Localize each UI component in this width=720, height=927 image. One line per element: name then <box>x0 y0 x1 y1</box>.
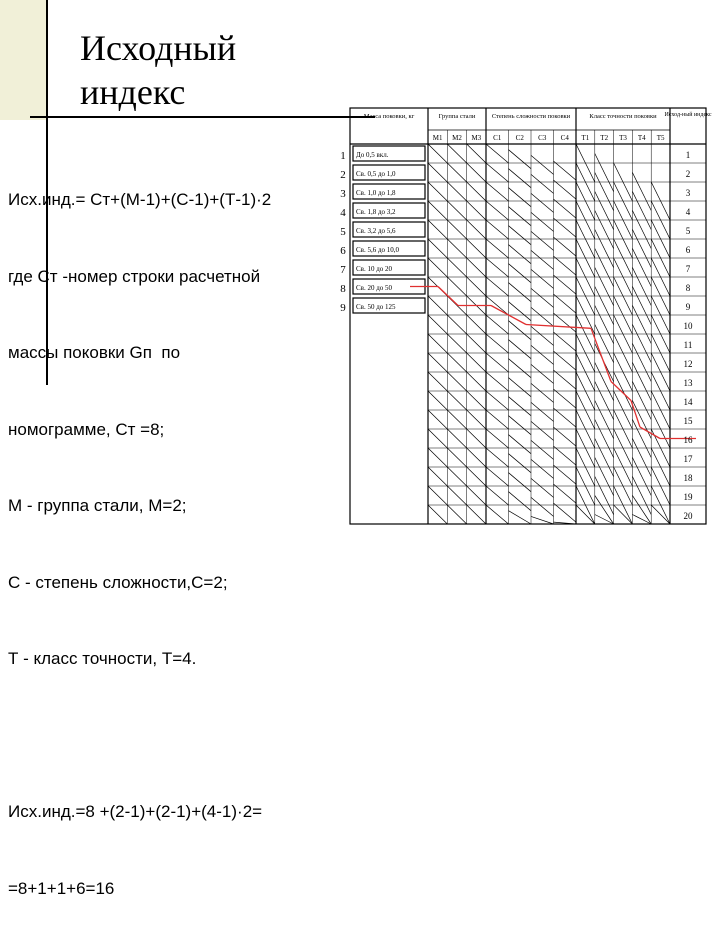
diagonal-line <box>486 467 509 486</box>
diagonal-line <box>509 302 532 321</box>
index-value: 3 <box>685 188 691 198</box>
body-line: где Ст -номер строки расчетной <box>8 266 261 286</box>
body-line: Исх.инд.= Ст+(М-1)+(С-1)+(Т-1)·2 <box>8 190 272 209</box>
diagonal-line <box>632 496 651 525</box>
diagonal-line <box>531 174 554 193</box>
diagonal-line <box>632 439 651 477</box>
diagonal-line <box>554 370 577 389</box>
decorative-side-bar <box>0 0 48 120</box>
body-line: Исх.инд.=8 +(2-1)+(2-1)+(4-1)·2= <box>8 802 263 821</box>
diagonal-line <box>428 258 447 277</box>
diagonal-line <box>531 307 554 326</box>
mass-range-label: Св. 10 до 20 <box>356 265 393 273</box>
subheader-label: Т5 <box>656 134 665 142</box>
subheader-label: М2 <box>452 134 462 142</box>
slide-title <box>80 26 236 114</box>
diagonal-line <box>531 288 554 307</box>
diagonal-line <box>595 192 614 230</box>
diagonal-line <box>595 477 614 515</box>
diagonal-line <box>447 163 466 182</box>
diagonal-line <box>554 275 577 294</box>
row-number: 6 <box>340 245 346 257</box>
diagonal-line <box>447 353 466 372</box>
diagonal-line <box>428 429 447 448</box>
diagonal-line <box>447 372 466 391</box>
diagonal-line <box>428 353 447 372</box>
diagonal-line <box>531 402 554 421</box>
diagonal-line <box>632 344 651 382</box>
diagonal-line <box>447 315 466 334</box>
diagonal-line <box>428 448 447 467</box>
diagonal-line <box>531 497 554 516</box>
diagonal-line <box>467 410 486 429</box>
diagonal-line <box>467 277 486 296</box>
diagonal-line <box>428 182 447 201</box>
diagonal-line <box>509 264 532 283</box>
diagonal-line <box>595 458 614 496</box>
diagonal-line <box>486 353 509 372</box>
diagonal-line <box>632 325 651 363</box>
diagonal-line <box>447 448 466 467</box>
index-value: 4 <box>685 207 691 217</box>
diagonal-line <box>428 163 447 182</box>
diagonal-line <box>531 459 554 478</box>
subheader-label: М3 <box>471 134 482 142</box>
diagonal-line <box>632 173 651 211</box>
row-number: 1 <box>340 150 346 162</box>
mass-range-label: Св. 50 до 125 <box>356 303 396 311</box>
diagonal-line <box>509 492 532 511</box>
diagonal-line <box>554 332 577 351</box>
diagonal-line <box>554 180 577 199</box>
diagonal-line <box>554 199 577 218</box>
diagonal-line <box>595 268 614 306</box>
diagonal-line <box>509 397 532 416</box>
diagonal-line <box>531 193 554 212</box>
diagonal-line <box>467 486 486 505</box>
diagonal-line <box>595 496 614 525</box>
index-value: 7 <box>685 264 691 274</box>
diagonal-line <box>447 429 466 448</box>
index-value: 9 <box>685 302 691 312</box>
diagonal-line <box>447 486 466 505</box>
diagonal-line <box>509 321 532 340</box>
index-value: 13 <box>683 378 693 388</box>
diagonal-line <box>509 435 532 454</box>
diagonal-line <box>554 313 577 332</box>
index-value: 18 <box>683 473 693 483</box>
diagonal-line <box>447 144 466 163</box>
diagonal-line <box>486 448 509 467</box>
diagonal-line <box>531 440 554 459</box>
diagonal-line <box>554 427 577 446</box>
diagonal-line <box>554 237 577 256</box>
nomogram-labels <box>340 111 712 521</box>
diagonal-line <box>447 391 466 410</box>
index-value: 11 <box>683 340 693 350</box>
diagonal-line <box>486 220 509 239</box>
subheader-label: С3 <box>538 134 547 142</box>
diagonal-line <box>595 287 614 325</box>
diagonal-line <box>554 446 577 465</box>
header-complexity: Степень сложности поковки <box>491 113 571 120</box>
diagonal-line <box>447 201 466 220</box>
diagonal-line <box>531 155 554 174</box>
body-line: М - группа стали, М=2; <box>8 496 187 515</box>
diagonal-line <box>447 334 466 353</box>
index-value: 17 <box>683 454 693 464</box>
diagonal-line <box>467 163 486 182</box>
diagonal-line <box>467 334 486 353</box>
diagonal-line <box>428 505 447 524</box>
diagonal-line <box>428 220 447 239</box>
diagonal-line <box>509 188 532 207</box>
diagonal-line <box>509 416 532 435</box>
diagonal-line <box>531 269 554 288</box>
diagonal-line <box>428 410 447 429</box>
diagonal-line <box>467 353 486 372</box>
diagonal-line <box>447 410 466 429</box>
diagonal-line <box>509 226 532 245</box>
diagonal-line <box>428 486 447 505</box>
slide-body <box>8 136 271 927</box>
diagonal-line <box>467 372 486 391</box>
diagonal-line <box>595 211 614 249</box>
row-number: 2 <box>340 169 346 181</box>
diagonal-line <box>595 420 614 458</box>
diagonal-line <box>554 408 577 427</box>
diagonal-line <box>554 294 577 313</box>
diagonal-line <box>428 315 447 334</box>
diagonal-line <box>632 477 651 515</box>
diagonal-line <box>486 505 509 524</box>
row-number: 8 <box>340 283 346 295</box>
diagonal-line <box>632 268 651 306</box>
diagonal-line <box>486 372 509 391</box>
mass-range-label: Св. 3,2 до 5,6 <box>356 227 396 235</box>
header-accuracy: Класс точности поковки <box>589 113 657 120</box>
diagonal-line <box>467 220 486 239</box>
diagonal-line <box>467 467 486 486</box>
diagonal-line <box>595 173 614 211</box>
diagonal-line <box>554 503 577 522</box>
subheader-label: Т1 <box>581 134 590 142</box>
diagonal-line <box>467 182 486 201</box>
index-value: 1 <box>685 150 691 160</box>
diagonal-line <box>632 287 651 325</box>
index-value: 12 <box>683 359 693 369</box>
diagonal-line <box>554 484 577 503</box>
body-line: номограмме, Ст =8; <box>8 419 165 439</box>
index-value: 10 <box>683 321 693 331</box>
mass-range-label: Св. 1,0 до 1,8 <box>356 189 396 197</box>
diagonal-line <box>467 429 486 448</box>
diagonal-line <box>632 458 651 496</box>
diagonal-line <box>576 505 595 524</box>
diagonal-line <box>595 439 614 477</box>
diagonal-line <box>632 192 651 230</box>
diagonal-line <box>554 465 577 484</box>
diagonal-line <box>632 306 651 344</box>
index-value: 15 <box>683 416 693 426</box>
nomogram-grid <box>350 108 706 524</box>
diagonal-line <box>486 201 509 220</box>
diagonal-line <box>554 161 577 180</box>
diagonal-line <box>428 391 447 410</box>
diagonal-line <box>447 220 466 239</box>
index-value: 8 <box>685 283 691 293</box>
diagonal-line <box>428 144 447 163</box>
diagonal-line <box>509 454 532 473</box>
diagonal-line <box>486 239 509 258</box>
diagonal-line <box>428 467 447 486</box>
mass-range-label: До 0,5 вкл. <box>356 151 389 159</box>
diagonal-line <box>509 283 532 302</box>
index-value: 5 <box>685 226 691 236</box>
body-line <box>8 723 271 749</box>
diagonal-line <box>531 364 554 383</box>
diagonal-line <box>509 207 532 226</box>
subheader-label: Т4 <box>637 134 646 142</box>
body-line: Т - класс точности, Т=4. <box>8 649 197 668</box>
diagonal-line <box>632 420 651 458</box>
diagonal-line <box>467 315 486 334</box>
body-line: массы поковки Gп по <box>8 343 181 362</box>
diagonal-line <box>554 256 577 275</box>
diagonal-line <box>428 239 447 258</box>
diagonal-line <box>531 421 554 440</box>
diagonal-line <box>509 150 532 169</box>
subheader-label: Т2 <box>600 134 609 142</box>
diagonal-line <box>486 144 509 163</box>
diagonal-line <box>632 211 651 249</box>
diagonal-line <box>486 410 509 429</box>
mass-range-label: Св. 20 до 50 <box>356 284 393 292</box>
diagonal-line <box>447 505 466 524</box>
header-mass: Масса поковки, кг <box>363 113 415 120</box>
mass-range-label: Св. 0,5 до 1,0 <box>356 170 396 178</box>
diagonal-line <box>554 389 577 408</box>
diagonal-line <box>509 169 532 188</box>
index-value: 20 <box>683 511 693 521</box>
diagonal-line <box>486 258 509 277</box>
index-value: 2 <box>685 169 691 179</box>
body-line: =8+1+1+6=16 <box>8 878 115 898</box>
diagonal-line <box>447 182 466 201</box>
subheader-label: М1 <box>432 134 443 142</box>
header-index: Исход-ный индекс <box>664 112 712 118</box>
diagonal-line <box>509 245 532 264</box>
diagonal-line <box>428 201 447 220</box>
diagonal-line <box>486 315 509 334</box>
diagonal-line <box>486 163 509 182</box>
diagonal-line <box>428 334 447 353</box>
index-value: 14 <box>683 397 693 407</box>
diagonal-line <box>486 391 509 410</box>
diagonal-line <box>509 359 532 378</box>
diagonal-line <box>486 277 509 296</box>
header-steel-group: Группа стали <box>438 113 476 120</box>
mass-range-label: Св. 5,6 до 10,0 <box>356 246 400 254</box>
diagonal-line <box>509 340 532 359</box>
nomogram-figure <box>336 100 720 540</box>
diagonal-line <box>595 306 614 344</box>
diagonal-line <box>467 144 486 163</box>
diagonal-line <box>531 231 554 250</box>
diagonal-line <box>447 277 466 296</box>
title-line-1: Исходный <box>80 28 237 68</box>
diagonal-line <box>595 249 614 287</box>
subheader-label: С1 <box>493 134 502 142</box>
diagonal-line <box>531 516 554 524</box>
index-value: 6 <box>685 245 691 255</box>
diagonal-line <box>651 505 670 524</box>
diagonal-line <box>486 182 509 201</box>
diagonal-line <box>595 382 614 420</box>
diagonal-line <box>531 383 554 402</box>
subheader-label: Т3 <box>619 134 627 142</box>
diagonal-line <box>486 429 509 448</box>
diagonal-line <box>531 250 554 269</box>
diagonal-line <box>467 239 486 258</box>
diagonal-line <box>467 448 486 467</box>
title-line-2: индекс <box>80 72 186 112</box>
diagonal-line <box>509 511 532 524</box>
diagonal-line <box>531 326 554 345</box>
diagonal-line <box>595 325 614 363</box>
nomogram-frame <box>350 108 706 524</box>
diagonal-line <box>531 345 554 364</box>
diagonal-line <box>509 473 532 492</box>
body-line: С - степень сложности,С=2; <box>8 572 228 592</box>
diagonal-line <box>467 505 486 524</box>
diagonal-line <box>467 258 486 277</box>
diagonal-line <box>632 230 651 268</box>
diagonal-line <box>428 372 447 391</box>
diagonal-line <box>447 467 466 486</box>
diagonal-line <box>554 218 577 237</box>
diagonal-line <box>486 486 509 505</box>
diagonal-line <box>595 154 614 192</box>
diagonal-line <box>447 239 466 258</box>
index-value: 19 <box>683 492 693 502</box>
diagonal-line <box>554 351 577 370</box>
title-underline <box>30 116 375 118</box>
diagonal-line <box>467 201 486 220</box>
diagonal-line <box>509 378 532 397</box>
row-number: 9 <box>340 302 346 314</box>
subheader-label: С2 <box>515 134 524 142</box>
subheader-label: С4 <box>560 134 569 142</box>
diagonal-line <box>531 478 554 497</box>
diagonal-line <box>595 401 614 439</box>
diagonal-line <box>447 258 466 277</box>
row-number: 3 <box>340 188 346 200</box>
row-number: 4 <box>340 207 346 219</box>
row-number: 5 <box>340 226 346 238</box>
row-number: 7 <box>340 264 346 276</box>
diagonal-line <box>632 363 651 401</box>
diagonal-line <box>428 296 447 315</box>
index-value: 16 <box>683 435 693 445</box>
diagonal-line <box>531 212 554 231</box>
diagonal-line <box>595 230 614 268</box>
diagonal-line <box>632 401 651 439</box>
mass-range-label: Св. 1,8 до 3,2 <box>356 208 396 216</box>
diagonal-line <box>632 249 651 287</box>
diagonal-line <box>614 505 633 524</box>
diagonal-line <box>467 391 486 410</box>
diagonal-line <box>486 334 509 353</box>
